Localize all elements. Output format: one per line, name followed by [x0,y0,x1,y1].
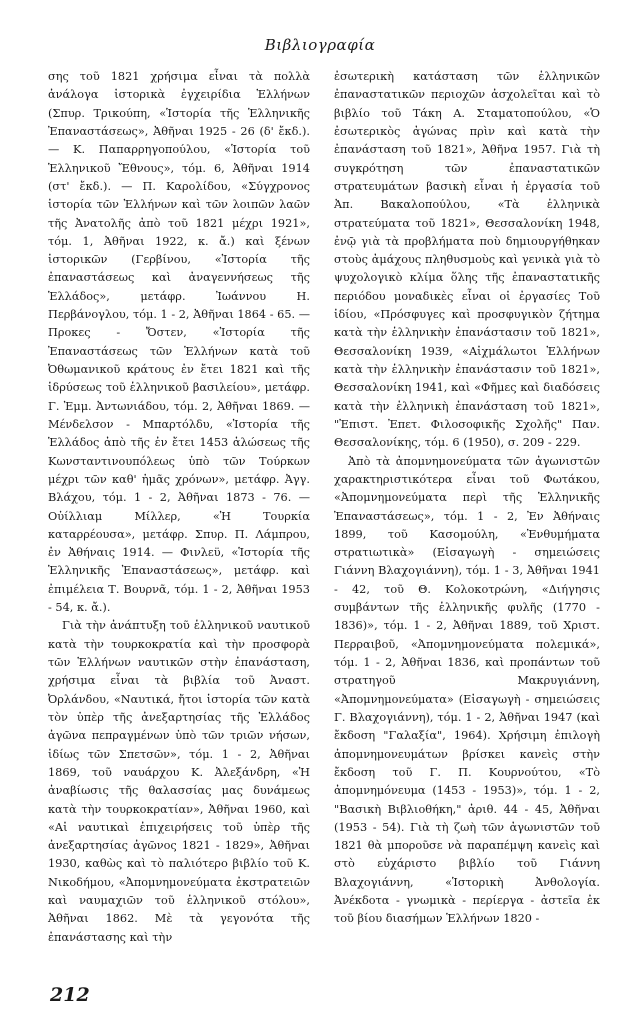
right-paragraph-2: Ἀπὸ τὰ ἀπομνημονεύματα τῶν ἀγωνιστῶν χαρακτηριστικότερα εἶναι τοῦ Φωτάκου, «Ἀπομνημονεύματα περὶ τῆς Ἑλληνικῆς Ἐπαναστάσεως», τόμ. 1 - 2, Ἐν Ἀθήναις 1899, τοῦ Κασομούλη, «Ἐνθυμήματα στρατιωτικὰ» (Εἰσαγωγὴ - σημειώσεις Γιάννη Βλαχογιάννη), τόμ. 1 - 3, Ἀθῆναι 1941 - 42, τοῦ Θ. Κολοκοτρώνη, «Διήγησις συμβάντων τῆς ἑλληνικῆς φυλῆς (1770 - 1836)», τόμ. 1 - 2, Ἀθῆναι 1889, τοῦ Χριστ. Περραιβοῦ, «Ἀπομνημονεύματα πολεμικά», τόμ. 1 - 2, Ἀθῆναι 1836, καὶ προπάντων τοῦ στρατηγοῦ Μακρυγιάννη, «Ἀπομνημονεύματα» (Εἰσαγωγὴ - σημειώσεις Γ. Βλαχογιάννη), τόμ. 1 - 2, Ἀθῆναι 1947 (καὶ ἔκδοση "Γαλαξία", 1964). Χρήσιμη ἐπιλογὴ ἀπομνημονευμάτων βρίσκει κανεὶς στὴν ἔκδοση τοῦ Γ. Π. Κουρνούτου, «Τὸ ἀπομνημόνευμα (1453 - 1953)», τόμ. 1 - 2, "Βασικὴ Βιβλιοθήκη," ἀριθ. 44 - 45, Ἀθῆναι (1953 - 54). Γιὰ τὴ ζωὴ τῶν ἀγωνιστῶν τοῦ 1821 θὰ μποροῦσε νὰ παραπέμψη κανεὶς καὶ στὸ εὐχάριστο βιβλίο τοῦ Γιάννη Βλαχογιάννη, «Ἱστορικὴ Ἀνθολογία. Ἀνέκδοτα - γνωμικὰ - περίεργα - ἀστεῖα ἐκ τοῦ βίου διασήμων Ἑλλήνων 1820 - [334,454,600,926]
page-number: 212 [50,984,90,1006]
left-paragraph-2: Γιὰ τὴν ἀνάπτυξη τοῦ ἑλληνικοῦ ναυτικοῦ κατὰ τὴν τουρκοκρατία καὶ τὴν προσφορὰ τῶν Ἑλλήνων ναυτικῶν στὴν ἐπανάσταση, χρήσιμα εἶναι τὰ βιβλία τοῦ Ἀναστ. Ὀρλάνδου, «Ναυτικά, ἤτοι ἱστορία τῶν κατὰ τὸν ὑπὲρ τῆς ἀνεξαρτησίας τῆς Ἑλλάδος ἀγῶνα πεπραγμένων ὑπὸ τῶν τριῶν νήσων, ἰδίως τῶν Σπετσῶν», τόμ. 1 - 2, Ἀθῆναι 1869, τοῦ ναυάρχου Κ. Ἀλεξάνδρη, «Ἡ ἀναβίωσις τῆς θαλασσίας μας δυνάμεως κατὰ τὴν τουρκοκρατίαν», Ἀθῆναι 1960, καὶ «Αἱ ναυτικαὶ ἐπιχειρήσεις τοῦ ὑπὲρ τῆς ἀνεξαρτησίας ἀγῶνος 1821 - 1829», Ἀθῆναι 1930, καθὼς καὶ τὸ παλιότερο βιβλίο τοῦ Κ. Νικοδήμου, «Ἀπομνημονεύματα ἐκστρατειῶν καὶ ναυμαχιῶν τοῦ ἑλληνικοῦ στόλου», Ἀθῆναι 1862. Μὲ τὰ γεγονότα τῆς ἐπανάστασης καὶ τὴν [48,619,310,944]
running-head: Βιβλιογραφία [264,36,376,54]
left-paragraph-1: σης τοῦ 1821 χρήσιμα εἶναι τὰ πολλὰ ἀνάλογα ἱστορικὰ ἐγχειρίδια Ἑλλήνων (Σπυρ. Τρικούπη, «Ἱστορία τῆς Ἑλληνικῆς Ἐπαναστάσεως», Ἀθῆναι 1925 - 26 (δ' ἔκδ.). — Κ. Παπαρρηγοπούλου, «Ἱστορία τοῦ Ἑλληνικοῦ Ἔθνους», τόμ. 6, Ἀθῆναι 1914 (στ' ἔκδ.). — Π. Καρολίδου, «Σύγχρονος ἱστορία τῶν Ἑλλήνων καὶ τῶν λοιπῶν λαῶν τῆς Ἀνατολῆς ἀπὸ τοῦ 1821 μέχρι 1921», τόμ. 1, Ἀθῆναι 1922, κ. ἄ.) καὶ ξένων ἱστορικῶν (Γερβίνου, «Ἱστορία τῆς ἐπαναστάσεως καὶ ἀναγεννήσεως τῆς Ἑλλάδος», μετάφρ. Ἰωάννου Η. Περβάνογλου, τόμ. 1 - 2, Ἀθῆναι 1864 - 65. — Προκες - Ὄστεν, «Ἱστορία τῆς Ἐπαναστάσεως τῶν Ἑλλήνων κατὰ τοῦ Ὀθωμανικοῦ κράτους ἐν ἔτει 1821 καὶ τῆς ἱδρύσεως τοῦ ἑλληνικοῦ βασιλείου», μετάφρ. Γ. Ἐμμ. Ἀντωνιάδου, τόμ. 2, Ἀθῆναι 1869. — Μένδελσον - Μπαρτόλδυ, «Ἱστορία τῆς Ἑλλάδος ἀπὸ τῆς ἐν ἔτει 1453 ἁλώσεως τῆς Κωνσταντινουπόλεως ὑπὸ τῶν Τούρκων μέχρι τῶν καθ' ἡμᾶς χρόνων», μετάφρ. Ἀγγ. Βλάχου, τόμ. 1 - 2, Ἀθῆναι 1873 - 76. — Οὐίλλιαμ Μίλλερ, «Ἡ Τουρκία καταρρέουσα», μετάφρ. Σπυρ. Π. Λάμπρου, ἐν Ἀθήναις 1914. — Φινλεϋ, «Ἱστορία τῆς Ἑλληνικῆς Ἐπαναστάσεως», μετάφρ. καὶ ἐπιμέλεια Τ. Βουρνᾶ, τόμ. 1 - 2, Ἀθῆναι 1953 - 54, κ. ἄ.). [48,70,310,615]
left-column [48,68,310,947]
right-column [334,68,600,929]
right-paragraph-1: ἐσωτερικὴ κατάσταση τῶν ἑλληνικῶν ἐπαναστατικῶν περιοχῶν ἀσχολεῖται καὶ τὸ βιβλίο τοῦ Τάκη Α. Σταματοπούλου, «Ὁ ἐσωτερικὸς ἀγώνας πρὶν καὶ κατὰ τὴν ἐπανάσταση τοῦ 1821», Ἀθῆνα 1957. Γιὰ τὴ συγκρότηση τῶν ἐπαναστατικῶν στρατευμάτων βασικὴ εἶναι ἡ ἐργασία τοῦ Ἀπ. Βακαλοπούλου, «Τὰ ἑλληνικὰ στρατεύματα τοῦ 1821», Θεσσαλονίκη 1948, ἐνῷ γιὰ τὰ προβλήματα ποὺ δημιουργήθηκαν στοὺς ἀμάχους πληθυσμοὺς καὶ γενικὰ γιὰ τὸ ψυχολογικὸ κλίμα ὅλης τῆς ἐπαναστατικῆς περιόδου μοναδικὲς εἶναι οἱ ἐργασίες Τοῦ ἰδίου, «Πρόσφυγες καὶ προσφυγικὸν ζήτημα κατὰ τὴν ἑλληνικὴν ἐπανάστασιν τοῦ 1821», Θεσσαλονίκη 1939, «Αἰχμάλωτοι Ἑλλήνων κατὰ τὴν ἑλληνικὴν ἐπανάστασιν τοῦ 1821», Θεσσαλονίκη 1941, καὶ «Φῆμες καὶ διαδόσεις κατὰ τὴν ἑλληνικὴ ἐπανάσταση τοῦ 1821», "Ἐπιστ. Ἐπετ. Φιλοσοφικῆς Σχολῆς" Παν. Θεσσαλονίκης, τόμ. 6 (1950), σ. 209 - 229. [334,70,600,450]
